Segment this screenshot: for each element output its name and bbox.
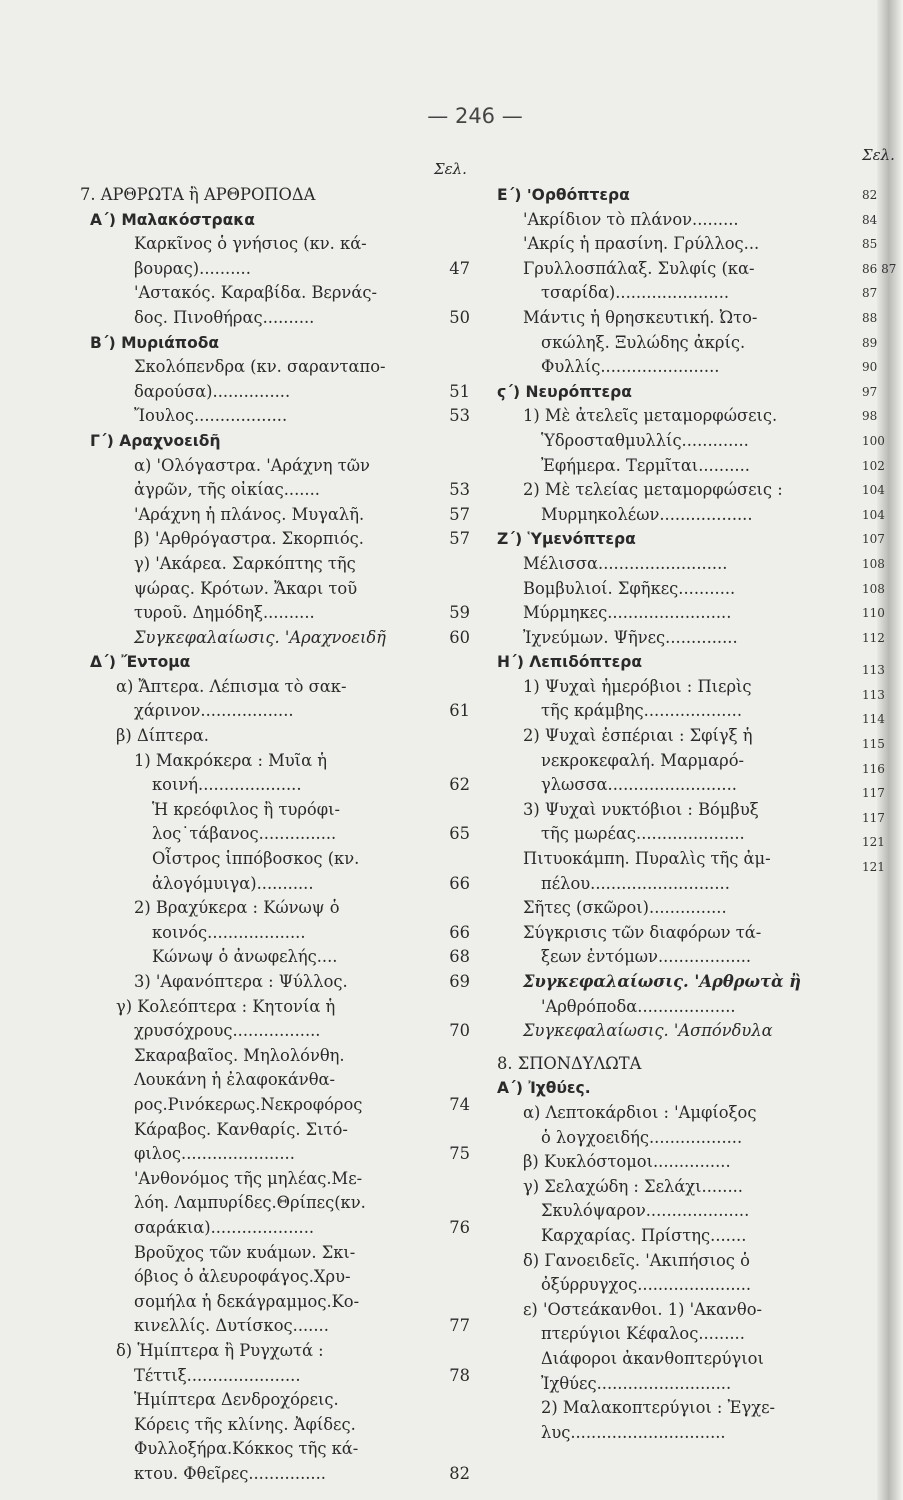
toc-entry-text: φιλος...................... — [134, 1144, 295, 1164]
edge-page-number: 108 — [862, 556, 885, 571]
toc-entry-page: 77 — [449, 1316, 470, 1336]
toc-entry — [80, 1019, 470, 1044]
toc-entry — [497, 1175, 887, 1200]
toc-entry-text: Σκολόπενδρα (κν. σαρανταπο- — [134, 357, 386, 377]
toc-entry — [80, 1241, 470, 1266]
toc-entry — [497, 1101, 887, 1126]
edge-page-number: 89 — [862, 335, 878, 350]
toc-entry-text: ὀξύρρυγχος...................... — [541, 1275, 752, 1295]
toc-entry — [497, 822, 887, 847]
edge-page-number: 86 87 — [862, 261, 897, 276]
edge-page-number: 104 — [862, 483, 885, 498]
toc-entry — [80, 1290, 470, 1315]
toc-entry-page: 75 — [449, 1144, 470, 1164]
toc-entry-text: Βροῦχος τῶν κυάμων. Σκι- — [134, 1242, 356, 1262]
toc-entry-page: 66 — [449, 873, 470, 893]
toc-entry-text: πτερύγιοι Κέφαλος......... — [541, 1324, 745, 1344]
toc-entry — [497, 945, 887, 970]
toc-entry — [80, 1216, 470, 1241]
toc-entry-text: Μέλισσα......................... — [523, 553, 728, 573]
toc-entry-page: 59 — [449, 603, 470, 623]
toc-entry — [497, 921, 887, 946]
toc-entry — [497, 281, 887, 306]
toc-entry-text: ε) 'Οστεάκανθοι. 1) 'Ακανθο- — [523, 1299, 763, 1319]
toc-entry-text: Οἶστρος ἱππόβοσκος (κν. — [152, 849, 360, 869]
toc-entry — [497, 1298, 887, 1323]
toc-entry-text: ψώρας. Κρότων. Ἄκαρι τοῦ — [134, 578, 358, 598]
toc-entry — [80, 429, 470, 454]
edge-page-number: 108 — [862, 581, 885, 596]
toc-entry-text: Σύγκρισις τῶν διαφόρων τά- — [523, 922, 762, 942]
toc-entry — [497, 1052, 887, 1077]
edge-page-number: 110 — [862, 606, 885, 621]
toc-entry-text: 2) Μαλακοπτερύγιοι : Ἐγχε- — [541, 1398, 776, 1418]
toc-entry-text: ξεων ἐντόμων.................. — [541, 947, 752, 967]
toc-entry — [497, 675, 887, 700]
toc-entry-text: Ἡμίπτερα Δενδροχόρεις. — [134, 1390, 339, 1410]
toc-entry-page: 50 — [449, 307, 470, 327]
toc-entry — [497, 208, 887, 233]
edge-page-number: 121 — [862, 835, 885, 850]
toc-entry-text: 7. ΑΡΘΡΩΤΑ ἢ ΑΡΘΡΟΠΟΔΑ — [80, 185, 316, 204]
toc-entry — [80, 773, 470, 798]
toc-entry-text: Ἰχθύες.......................... — [541, 1373, 732, 1393]
edge-page-number: 116 — [862, 761, 885, 776]
edge-page-number: 115 — [862, 737, 885, 752]
toc-entry — [80, 1068, 470, 1093]
toc-entry-text: Τέττιξ...................... — [134, 1365, 301, 1385]
toc-entry — [497, 1019, 887, 1044]
toc-entry-text: ἀλογόμυιγα)........... — [152, 873, 314, 893]
toc-entry — [80, 724, 470, 749]
toc-entry-text: κινελλίς. Δυτίσκος....... — [134, 1316, 329, 1336]
toc-entry — [497, 1372, 887, 1397]
edge-page-number: 102 — [862, 458, 885, 473]
toc-entry — [497, 257, 897, 282]
toc-entry-text: 1) Μὲ ἀτελεῖς μεταμορφώσεις. — [523, 406, 778, 426]
toc-entry-text: Σκυλόψαρον.................... — [541, 1201, 750, 1221]
toc-entry — [497, 1224, 887, 1249]
toc-entry-text: Ζ΄) Ὑμενόπτερα — [497, 530, 636, 549]
column-page-label: Σελ. — [434, 160, 467, 178]
toc-entry-text: Ἴουλος.................. — [134, 406, 288, 426]
edge-page-number: 104 — [862, 507, 885, 522]
toc-entry-text: νεκροκεφαλή. Μαρμαρό- — [541, 750, 744, 770]
toc-entry-page: 74 — [449, 1094, 470, 1114]
toc-entry — [497, 872, 887, 897]
toc-entry — [80, 1265, 470, 1290]
toc-entry — [80, 1364, 470, 1389]
toc-entry-text: 'Ακρίδιον τὸ πλάνον......... — [523, 209, 739, 229]
toc-entry-text: β) Δίπτερα. — [116, 726, 209, 746]
toc-entry-page: 70 — [449, 1021, 470, 1041]
toc-entry-text: Δ΄) Ἔντομα — [90, 653, 191, 672]
toc-entry-text: α) 'Ολόγαστρα. 'Αράχνη τῶν — [134, 455, 370, 475]
toc-entry — [80, 1388, 470, 1413]
toc-entry-text: Α΄) Μαλακόστρακα — [90, 210, 255, 229]
toc-entry-text: λος˙τάβανος............... — [152, 824, 337, 844]
toc-entry-text: Συγκεφαλαίωσις. 'Ασπόνδυλα — [523, 1021, 773, 1041]
toc-entry-text: 'Αρθρόποδα................... — [541, 996, 736, 1016]
toc-entry-text: β) 'Αρθρόγαστρα. Σκορπιός. — [134, 529, 364, 549]
toc-entry — [80, 798, 470, 823]
toc-entry-text: Σκαραβαῖος. Μηλολόνθη. — [134, 1045, 345, 1065]
toc-entry — [80, 872, 470, 897]
toc-entry-text: Γ΄) Αραχνοειδῆ — [90, 431, 221, 450]
toc-entry-text: Ὑδροσταθμυλλίς............. — [541, 430, 749, 450]
toc-entry — [80, 601, 470, 626]
toc-entry-text: σκώληξ. Ξυλώδης ἀκρίς. — [541, 332, 746, 352]
toc-entry — [497, 699, 887, 724]
toc-entry — [80, 355, 470, 380]
toc-entry-text: Φυλλοξήρα.Κόκκος τῆς κά- — [134, 1439, 359, 1459]
edge-page-number: 113 — [862, 663, 885, 678]
toc-entry-text: 2) Βραχύκερα : Κώνωψ ὁ — [134, 898, 340, 918]
edge-page-number: 113 — [862, 687, 885, 702]
toc-entry — [80, 1437, 470, 1462]
toc-entry-text: Μάντις ἡ θρησκευτική. Ὠτο- — [523, 307, 758, 327]
toc-entry — [80, 650, 470, 675]
toc-entry-text: 2) Ψυχαὶ ἑσπέριαι : Σφίγξ ἡ — [523, 726, 753, 746]
toc-entry-text: ἀγρῶν, τῆς οἰκίας....... — [134, 480, 320, 500]
toc-entry — [80, 1142, 470, 1167]
edge-page-number: 87 — [862, 286, 878, 301]
toc-entry-text: χάρινον.................. — [134, 701, 294, 721]
toc-entry — [80, 281, 470, 306]
toc-entry — [497, 429, 887, 454]
toc-entry-text: τῆς κράμβης................... — [541, 701, 742, 721]
edge-page-number: 117 — [862, 786, 885, 801]
toc-entry — [497, 1421, 887, 1446]
toc-entry-text: δος. Πινοθήρας.......... — [134, 307, 315, 327]
toc-entry-page: 62 — [449, 775, 470, 795]
edge-page-number: 114 — [862, 712, 885, 727]
toc-entry — [497, 650, 887, 675]
toc-entry-page: 68 — [449, 947, 470, 967]
toc-entry — [80, 921, 470, 946]
toc-entry-text: Η΄) Λεπιδόπτερα — [497, 653, 643, 672]
toc-entry — [80, 1191, 470, 1216]
toc-entry — [497, 995, 887, 1020]
toc-entry-text: Συγκεφαλαίωσις. 'Αραχνοειδῆ — [134, 627, 386, 647]
toc-entry-text: γ) Σελαχώδη : Σελάχι........ — [523, 1176, 743, 1196]
toc-right-column — [497, 183, 897, 1445]
toc-entry — [80, 822, 470, 847]
toc-entry-text: ὁ λογχοειδής.................. — [541, 1127, 743, 1147]
toc-entry-text: Κάραβος. Κανθαρίς. Σιτό- — [134, 1119, 348, 1139]
toc-entry-text: κοινός................... — [152, 922, 306, 942]
toc-entry-text: 8. ΣΠΟΝΔΥΛΩΤΑ — [497, 1053, 642, 1073]
toc-entry-text: κτου. Φθεῖρες............... — [134, 1463, 326, 1483]
toc-entry — [80, 896, 470, 921]
toc-entry — [497, 798, 887, 823]
toc-entry — [497, 970, 887, 995]
toc-entry — [497, 601, 887, 626]
edge-page-number: 107 — [862, 532, 885, 547]
toc-entry-page: 47 — [449, 258, 470, 278]
edge-page-number: 100 — [862, 433, 885, 448]
toc-entry-page: 65 — [449, 824, 470, 844]
edge-page-number: 98 — [862, 409, 878, 424]
toc-entry-text: τυροῦ. Δημόδηξ.......... — [134, 603, 315, 623]
toc-entry — [80, 1314, 470, 1339]
toc-entry-page: 76 — [449, 1217, 470, 1237]
toc-entry — [497, 1249, 887, 1274]
toc-entry-text: Πιτυοκάμπη. Πυραλὶς τῆς ἀμ- — [523, 849, 771, 869]
toc-entry — [80, 232, 470, 257]
toc-entry-page: 51 — [449, 381, 470, 401]
toc-entry — [80, 552, 470, 577]
toc-entry-text: Κόρεις τῆς κλίνης. Ἀφίδες. — [134, 1414, 356, 1434]
edge-page-number: 97 — [862, 384, 878, 399]
toc-entry-text: όβιος ὁ ἀλευροφάγος.Χρυ- — [134, 1267, 351, 1287]
toc-entry — [80, 454, 470, 479]
toc-entry — [80, 1339, 470, 1364]
toc-entry-page: 60 — [449, 627, 470, 647]
toc-entry — [80, 331, 470, 356]
page-number: — 246 — — [427, 104, 523, 128]
toc-entry-text: Ἡ κρεόφιλος ἢ τυρόφι- — [152, 799, 341, 819]
toc-entry-page: 57 — [449, 504, 470, 524]
toc-entry — [497, 355, 887, 380]
toc-entry — [80, 577, 470, 602]
toc-entry — [80, 1044, 470, 1069]
toc-entry-text: βουρας).......... — [134, 258, 251, 278]
edge-page-number: 117 — [862, 810, 885, 825]
toc-entry-text: 'Ανθονόμος τῆς μηλέας.Με- — [134, 1168, 363, 1188]
toc-entry-text: λυς.............................. — [541, 1422, 726, 1442]
toc-entry-text: Γρυλλοσπάλαξ. Συλφίς (κα- — [523, 258, 755, 278]
toc-entry-text: 'Αράχνη ἡ πλάνος. Μυγαλῆ. — [134, 504, 365, 524]
toc-entry — [80, 970, 470, 995]
toc-entry-text: Καρχαρίας. Πρίστης....... — [541, 1225, 747, 1245]
edge-page-number: 84 — [862, 212, 878, 227]
toc-entry — [497, 1322, 887, 1347]
toc-entry-text: χρυσόχρους................. — [134, 1021, 321, 1041]
toc-entry-text: τῆς μωρέας..................... — [541, 824, 745, 844]
toc-entry-page: 53 — [449, 480, 470, 500]
toc-entry-text: τσαρίδα)...................... — [541, 283, 730, 303]
toc-entry — [497, 1199, 887, 1224]
toc-entry — [497, 552, 887, 577]
toc-entry — [80, 257, 470, 282]
toc-entry — [497, 749, 887, 774]
toc-entry — [80, 1167, 470, 1192]
toc-entry — [497, 454, 887, 479]
toc-entry-text: 'Αστακός. Καραβίδα. Βερνάς- — [134, 283, 377, 303]
toc-entry — [497, 626, 887, 651]
toc-entry — [80, 306, 470, 331]
toc-entry-text: δαρούσα)............... — [134, 381, 291, 401]
toc-entry — [497, 896, 887, 921]
toc-entry — [80, 503, 470, 528]
toc-entry — [80, 749, 470, 774]
toc-entry — [80, 699, 470, 724]
toc-entry-text: 1) Ψυχαὶ ἡμερόβιοι : Πιερὶς — [523, 676, 752, 696]
toc-entry-text: Α΄) Ἰχθύες. — [497, 1079, 591, 1098]
toc-entry — [497, 1126, 887, 1151]
edge-page-number: 88 — [862, 310, 878, 325]
toc-entry-text: β) Κυκλόστομοι............... — [523, 1152, 731, 1172]
toc-entry-text: Βομβυλιοί. Σφῆκες........... — [523, 578, 736, 598]
toc-entry — [497, 331, 887, 356]
toc-entry-text: Διάφοροι ἀκανθοπτερύγιοι — [541, 1348, 764, 1368]
toc-left-column — [80, 183, 470, 1486]
toc-entry-page: 53 — [449, 406, 470, 426]
toc-entry — [80, 945, 470, 970]
toc-entry-text: 3) 'Αφανόπτερα : Ψύλλος. — [134, 972, 348, 991]
toc-entry — [497, 527, 887, 552]
toc-entry-text: Ἰχνεύμων. Ψῆνες.............. — [523, 627, 738, 647]
toc-entry — [497, 478, 887, 503]
toc-entry — [80, 1118, 470, 1143]
toc-entry-text: Β΄) Μυριάποδα — [90, 333, 220, 352]
toc-entry-text: Ἐφήμερα. Τερμῖται.......... — [541, 455, 750, 475]
edge-page-number: 85 — [862, 237, 878, 252]
toc-entry-text: γ) Κολεόπτερα : Κητονία ἡ — [116, 996, 336, 1016]
toc-entry-text: α) Ἄπτερα. Λέπισμα τὸ σακ- — [116, 676, 347, 696]
edge-page-number: 82 — [862, 188, 878, 202]
toc-entry-text: 2) Μὲ τελείας μεταμορφώσεις : — [523, 480, 783, 500]
toc-entry — [80, 1093, 470, 1118]
toc-entry-text: Σῆτες (σκῶροι)............... — [523, 898, 727, 918]
toc-entry — [497, 577, 887, 602]
toc-entry-text: Φυλλίς....................... — [541, 357, 720, 377]
toc-entry-text: λόη. Λαμπυρίδες.Θρίπες(κν. — [134, 1193, 366, 1213]
toc-entry-text: Μύρμηκες........................ — [523, 603, 732, 623]
toc-entry — [80, 675, 470, 700]
edge-page-number: 112 — [862, 630, 885, 645]
toc-entry-page: 61 — [449, 701, 470, 721]
edge-page-label: Σελ. — [862, 146, 895, 164]
toc-entry-page: 57 — [449, 529, 470, 549]
toc-entry — [497, 404, 887, 429]
toc-entry-text: ρος.Ρινόκερως.Νεκροφόρος — [134, 1094, 363, 1114]
toc-entry-page: 82 — [449, 1463, 470, 1483]
toc-entry — [497, 1273, 887, 1298]
toc-entry — [80, 626, 470, 651]
toc-entry — [80, 1462, 470, 1487]
toc-entry — [497, 1150, 887, 1175]
toc-entry-text: Ε΄) 'Ορθόπτερα — [497, 186, 630, 204]
toc-entry — [80, 527, 470, 552]
toc-entry — [497, 503, 887, 528]
edge-page-number: 90 — [862, 360, 878, 375]
toc-entry — [497, 1396, 887, 1421]
toc-entry-text: Μυρμηκολέων.................. — [541, 504, 753, 524]
toc-entry-text: 'Ακρίς ἡ πρασίνη. Γρύλλος... — [523, 234, 760, 254]
toc-entry — [80, 380, 470, 405]
toc-entry-text: 3) Ψυχαὶ νυκτόβιοι : Βόμβυξ — [523, 799, 759, 819]
toc-entry — [497, 724, 887, 749]
toc-entry-page: 69 — [449, 972, 470, 991]
toc-entry — [497, 380, 887, 405]
toc-entry-page: 78 — [449, 1365, 470, 1385]
toc-entry — [497, 183, 887, 208]
toc-entry — [497, 773, 887, 798]
toc-entry — [80, 1413, 470, 1438]
toc-entry-text: δ) Γανοειδεῖς. 'Ακιπήσιος ὁ — [523, 1250, 750, 1270]
toc-entry-text: σομήλα ἡ δεκάγραμμος.Κο- — [134, 1291, 360, 1311]
toc-entry-text: Συγκεφαλαίωσις. 'Αρθρωτὰ ἢ — [523, 972, 801, 991]
toc-entry-text: Καρκῖνος ὁ γνήσιος (κν. κά- — [134, 234, 367, 254]
toc-entry-text: Λουκάνη ἡ ἐλαφοκάνθα- — [134, 1070, 336, 1090]
toc-entry-text: πέλου........................... — [541, 873, 730, 893]
toc-entry — [497, 232, 887, 257]
toc-entry-text: δ) Ἡμίπτερα ἢ Ρυγχωτά : — [116, 1340, 324, 1360]
toc-entry — [497, 306, 887, 331]
edge-page-number: 121 — [862, 860, 885, 875]
toc-entry-text: γ) 'Ακάρεα. Σαρκόπτης τῆς — [134, 553, 356, 573]
toc-entry-text: α) Λεπτοκάρδιοι : 'Αμφίοξος — [523, 1102, 757, 1122]
toc-entry — [80, 478, 470, 503]
toc-entry — [497, 847, 887, 872]
toc-entry-text: κοινή.................... — [152, 775, 302, 795]
next-page-numbers — [862, 183, 897, 880]
toc-entry — [497, 1347, 887, 1372]
toc-entry-text: ϛ΄) Νευρόπτερα — [497, 382, 632, 401]
toc-entry — [80, 208, 470, 233]
toc-entry-text: 1) Μακρόκερα : Μυῖα ἡ — [134, 750, 327, 770]
toc-entry — [80, 404, 470, 429]
toc-entry-text: σαράκια).................... — [134, 1217, 315, 1237]
toc-entry-page: 66 — [449, 922, 470, 942]
toc-entry — [80, 183, 470, 208]
toc-entry — [80, 847, 470, 872]
toc-entry-text: Κώνωψ ὁ ἀνωφελής.... — [152, 947, 338, 967]
toc-entry — [80, 995, 470, 1020]
toc-entry-text: γλωσσα......................... — [541, 775, 737, 795]
toc-entry — [497, 1076, 887, 1101]
